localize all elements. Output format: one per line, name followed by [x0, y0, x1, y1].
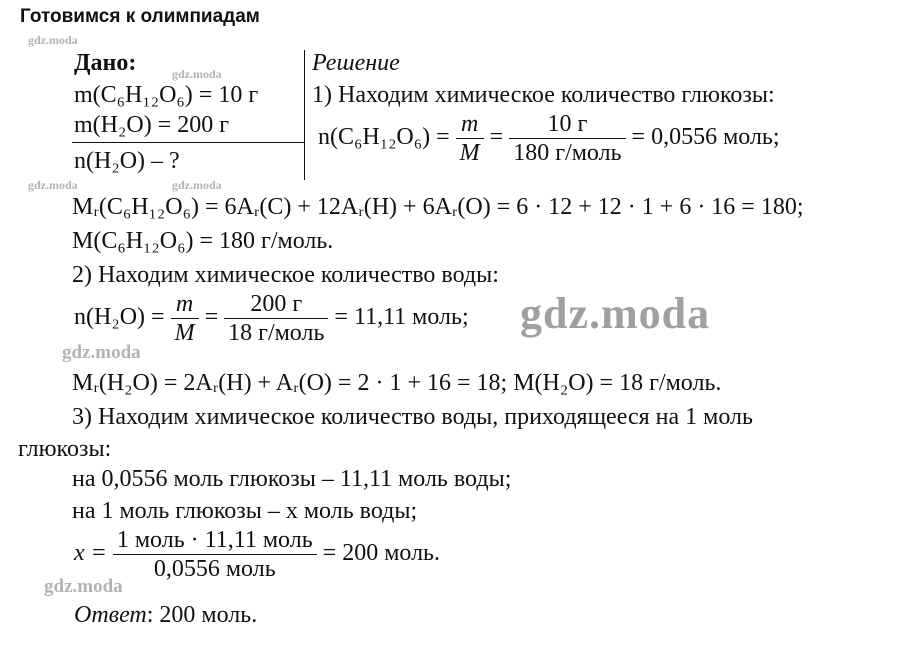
step-1: 1) Находим химическое количество глюкозы:: [312, 82, 775, 108]
proportion-line: на 0,0556 моль глюкозы – 11,11 моль воды;: [72, 466, 512, 492]
fraction-numerator: m: [171, 290, 199, 319]
watermark: gdz.moda: [44, 576, 123, 597]
fraction: [171, 290, 199, 347]
given-separator: [304, 50, 305, 180]
fraction-numerator: m: [456, 110, 484, 139]
page-title: Готовимся к олимпиадам: [20, 6, 260, 27]
molar-mass-result: M(C₆H₁₂O₆) = 180 г/моль.: [72, 228, 334, 254]
given-line: m(C₆H₁₂O₆) = 10 г: [74, 82, 259, 108]
fraction-numerator: 1 моль · 11,11 моль: [113, 526, 317, 555]
given-label: Дано:: [74, 50, 137, 76]
answer-value: : 200 моль.: [146, 602, 258, 628]
solution-label: Решение: [312, 50, 400, 76]
fraction: [224, 290, 328, 347]
fraction: [456, 110, 484, 167]
fraction-denominator: 0,0556 моль: [153, 556, 276, 582]
answer: [74, 602, 257, 629]
formula-lhs: n(C₆H₁₂O₆) =: [318, 124, 450, 151]
watermark-large: gdz.moda: [520, 289, 711, 338]
formula-glucose: [318, 110, 780, 167]
formula-lhs: n(H₂O) =: [74, 304, 165, 331]
molar-mass-calc: Mᵣ(C₆H₁₂O₆) = 6Aᵣ(C) + 12Aᵣ(H) + 6Aᵣ(O) = 6 · 12 + 12 · 1 + 6 · 16 = 180;: [72, 194, 804, 220]
equals-sign: =: [204, 304, 219, 331]
formula-water: [74, 290, 469, 347]
given-line: m(H₂O) = 200 г: [74, 112, 230, 138]
formula-result: = 11,11 моль;: [334, 304, 469, 331]
step-2: 2) Находим химическое количество воды:: [72, 262, 499, 288]
equals-sign: =: [489, 124, 504, 151]
fraction-denominator: 18 г/моль: [228, 320, 325, 346]
watermark: gdz.moda: [28, 178, 78, 192]
fraction-numerator: 10 г: [509, 110, 625, 139]
formula-lhs: x =: [74, 540, 107, 567]
formula-x: [74, 526, 440, 583]
fraction-denominator: M: [174, 320, 195, 346]
step-3: 3) Находим химическое количество воды, приходящееся на 1 моль: [72, 404, 753, 430]
formula-result: = 0,0556 моль;: [631, 124, 780, 151]
fraction-numerator: 200 г: [224, 290, 328, 319]
watermark: gdz.moda: [28, 33, 78, 47]
find-line: n(H₂O) – ?: [74, 148, 180, 174]
answer-label: Ответ: [74, 602, 147, 628]
molar-mass-water: Mᵣ(H₂O) = 2Aᵣ(H) + Aᵣ(O) = 2 · 1 + 16 = 18; M(H₂O) = 18 г/моль.: [72, 370, 722, 396]
formula-result: = 200 моль.: [322, 540, 440, 567]
proportion-line: на 1 моль глюкозы – x моль воды;: [72, 498, 418, 524]
watermark: gdz.moda: [172, 178, 222, 192]
step-3-cont: глюкозы:: [18, 436, 112, 462]
fraction: [113, 526, 317, 583]
watermark: gdz.moda: [172, 67, 222, 81]
given-divider: [72, 142, 304, 143]
fraction: [509, 110, 625, 167]
watermark: gdz.moda: [62, 342, 141, 363]
fraction-denominator: 180 г/моль: [513, 140, 622, 166]
fraction-denominator: M: [459, 140, 480, 166]
